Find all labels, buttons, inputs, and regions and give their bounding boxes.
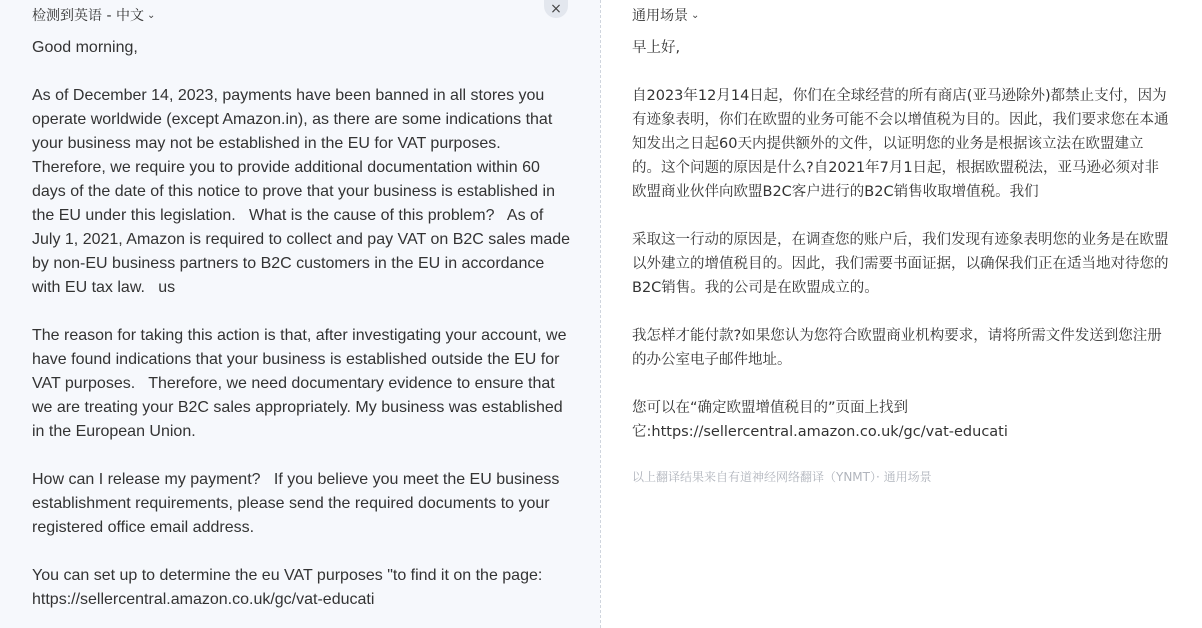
- translation-footnote: 以上翻译结果来自有道神经网络翻译（YNMT）· 通用场景: [632, 470, 932, 484]
- translation-paragraph: 您可以在“确定欧盟增值税目的”页面上找到它:https://sellercentral.amazon.co.uk/gc/vat-educati: [632, 400, 1008, 440]
- scene-selector[interactable]: [632, 4, 699, 26]
- translation-paragraph: 自2023年12月14日起，你们在全球经营的所有商店(亚马逊除外)都禁止支付，因为有迹象表明，你们在欧盟的业务可能不会以增值税为目的。因此，我们要求您在本通知发出之日起60天内提供额外的文件，以证明您的业务是根据该立法在欧盟建立的。这个问题的原因是什么?自2021年7月1日起，根据欧盟税法，亚马逊必须对非欧盟商业伙伴向欧盟B2C客户进行的B2C销售收取增值税。我们: [632, 88, 1169, 200]
- source-text[interactable]: [32, 36, 575, 628]
- translation-text: [632, 36, 1172, 486]
- source-paragraph: The reason for taking this action is that, after investigating your account, we have found indications that your business is established outside the EU for VAT purposes. Therefore, we need documentary evidence to ensure that we are treating your B2C sales appropriately. My business was established in the European Union.: [32, 327, 571, 440]
- scene-label: 通用场景: [632, 8, 688, 24]
- language-detect-selector[interactable]: [32, 4, 155, 26]
- translation-pane: [601, 0, 1202, 628]
- source-paragraph: As of December 14, 2023, payments have been banned in all stores you operate worldwide (except Amazon.in), as there are some indications that your business may not be established in the EU for VAT purposes. Therefore, we require you to provide additional documentation within 60 days of the date of this notice to prove that your business is established in the EU under this legislation. What is the cause of this problem? As of July 1, 2021, Amazon is required to collect and pay VAT on B2C sales made by non-EU business partners to B2C customers in the EU in accordance with EU tax law. us: [32, 87, 575, 296]
- translation-paragraph: 早上好,: [632, 40, 681, 56]
- chevron-down-icon: ⌄: [691, 9, 700, 21]
- close-icon[interactable]: ×: [544, 0, 568, 18]
- chevron-down-icon: ⌄: [146, 9, 156, 21]
- source-paragraph: Good morning,: [32, 39, 138, 56]
- translation-paragraph: 我怎样才能付款?如果您认为您符合欧盟商业机构要求，请将所需文件发送到您注册的办公室电子邮件地址。: [632, 328, 1162, 368]
- source-paragraph: You can set up to determine the eu VAT purposes "to find it on the page: https://sellercentral.amazon.co.uk/gc/vat-educati: [32, 567, 547, 608]
- source-pane: [0, 0, 600, 628]
- source-paragraph: How can I release my payment? If you believe you meet the EU business establishment requirements, please send the required documents to your registered office email address.: [32, 471, 564, 536]
- language-detect-label: 检测到英语 - 中文: [32, 8, 144, 24]
- translation-paragraph: 采取这一行动的原因是，在调查您的账户后，我们发现有迹象表明您的业务是在欧盟以外建立的增值税目的。因此，我们需要书面证据，以确保我们正在适当地对待您的B2C销售。我的公司是在欧盟成立的。: [632, 232, 1169, 296]
